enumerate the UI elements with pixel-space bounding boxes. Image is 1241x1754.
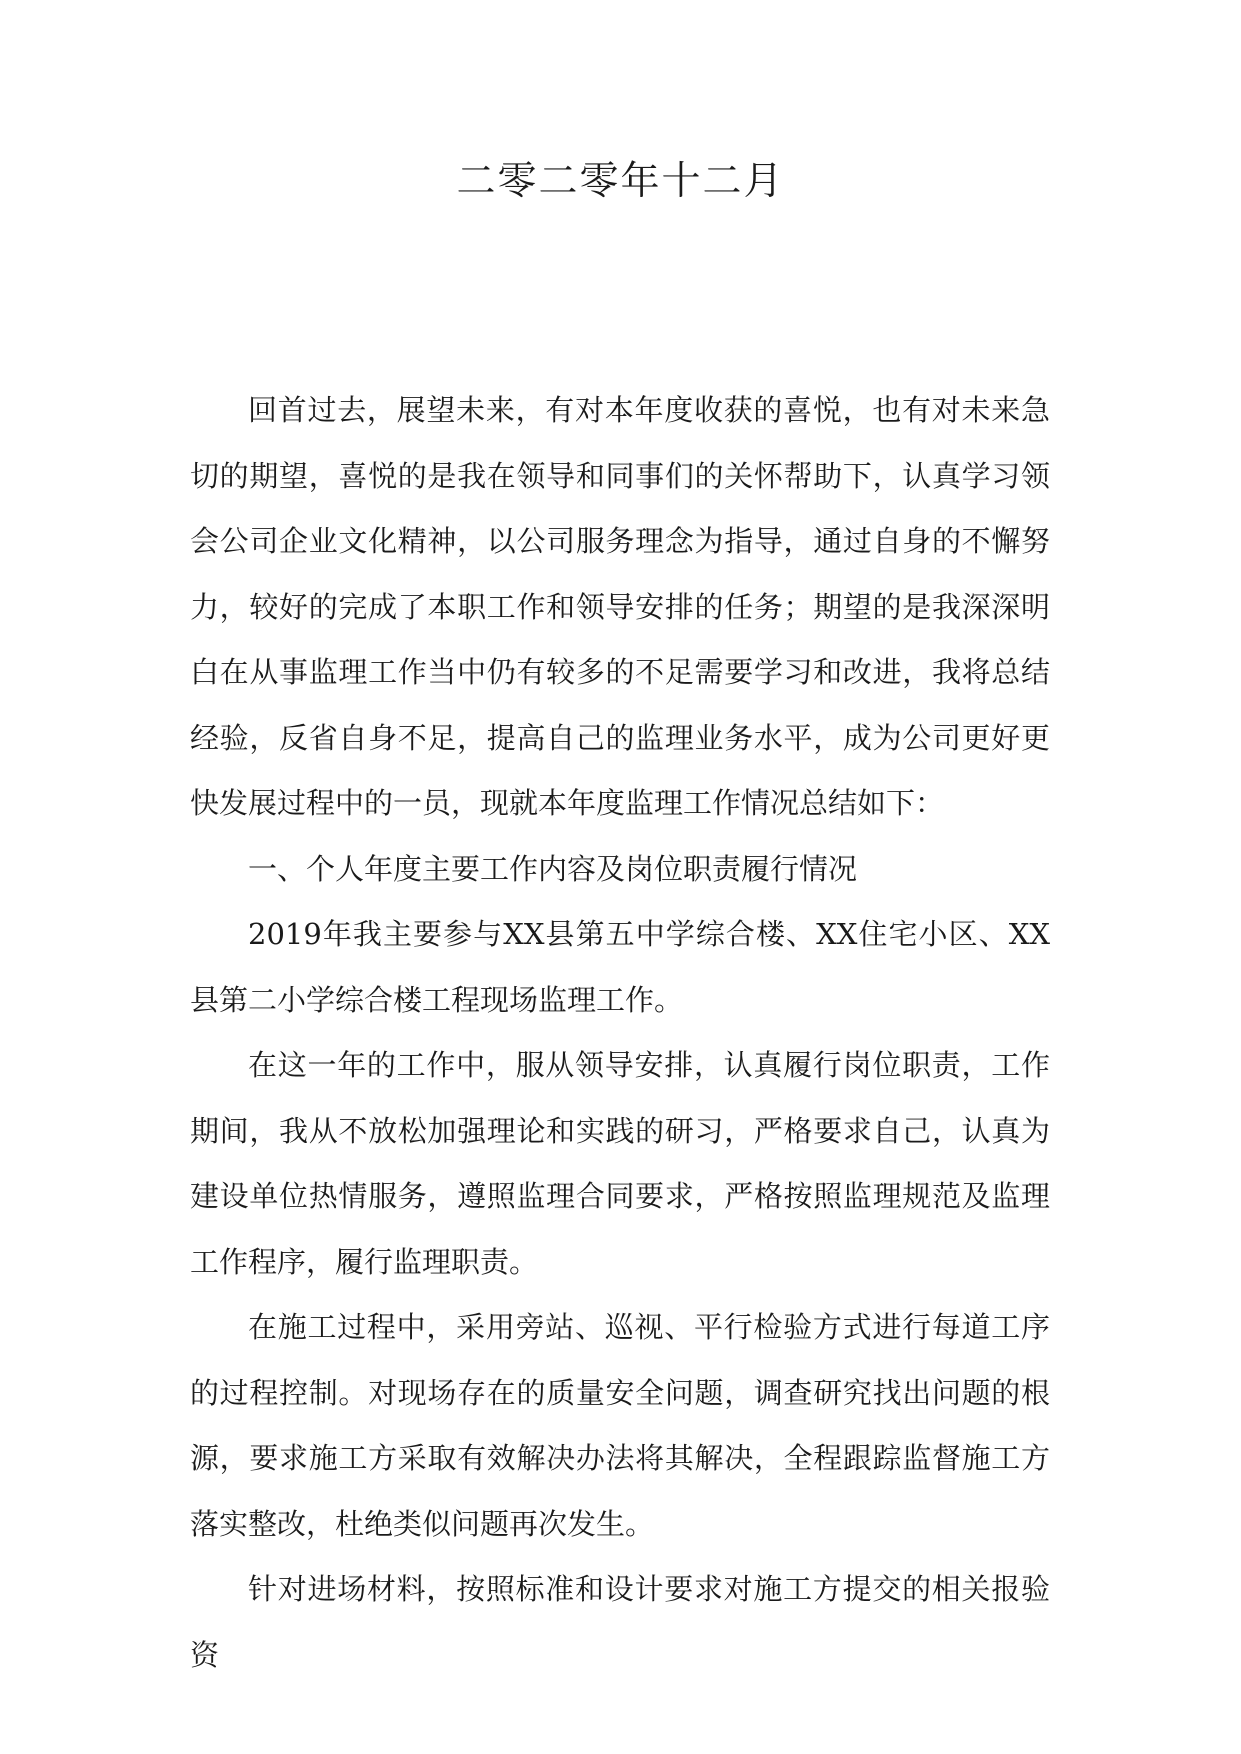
paragraph-duties: 在这一年的工作中，服从领导安排，认真履行岗位职责，工作期间，我从不放松加强理论和实践的研习，严格要求自己，认真为建设单位热情服务，遵照监理合同要求，严格按照监理规范及监理工作程序，履行监理职责。 [190, 1048, 1050, 1279]
section-heading: 一、个人年度主要工作内容及岗位职责履行情况 [248, 851, 858, 886]
date-title: 二零二零年十二月 [456, 159, 785, 204]
body-text [190, 378, 1050, 1688]
paragraph-projects: 2019年我主要参与XX县第五中学综合楼、XX住宅小区、XX县第二小学综合楼工程现场监理工作。 [190, 917, 1050, 1017]
paragraph-process-control: 在施工过程中，采用旁站、巡视、平行检验方式进行每道工序的过程控制。对现场存在的质量安全问题，调查研究找出问题的根源，要求施工方采取有效解决办法将其解决，全程跟踪监督施工方落实整改，杜绝类似问题再次发生。 [190, 1310, 1050, 1541]
paragraph-materials: 针对进场材料，按照标准和设计要求对施工方提交的相关报验资 [190, 1572, 1050, 1672]
paragraph-intro: 回首过去，展望未来，有对本年度收获的喜悦，也有对未来急切的期望，喜悦的是我在领导和同事们的关怀帮助下，认真学习领会公司企业文化精神，以公司服务理念为指导，通过自身的不懈努力，较好的完成了本职工作和领导安排的任务；期望的是我深深明白在从事监理工作当中仍有较多的不足需要学习和改进，我将总结经验，反省自身不足，提高自己的监理业务水平，成为公司更好更快发展过程中的一员，现就本年度监理工作情况总结如下： [190, 393, 1050, 820]
